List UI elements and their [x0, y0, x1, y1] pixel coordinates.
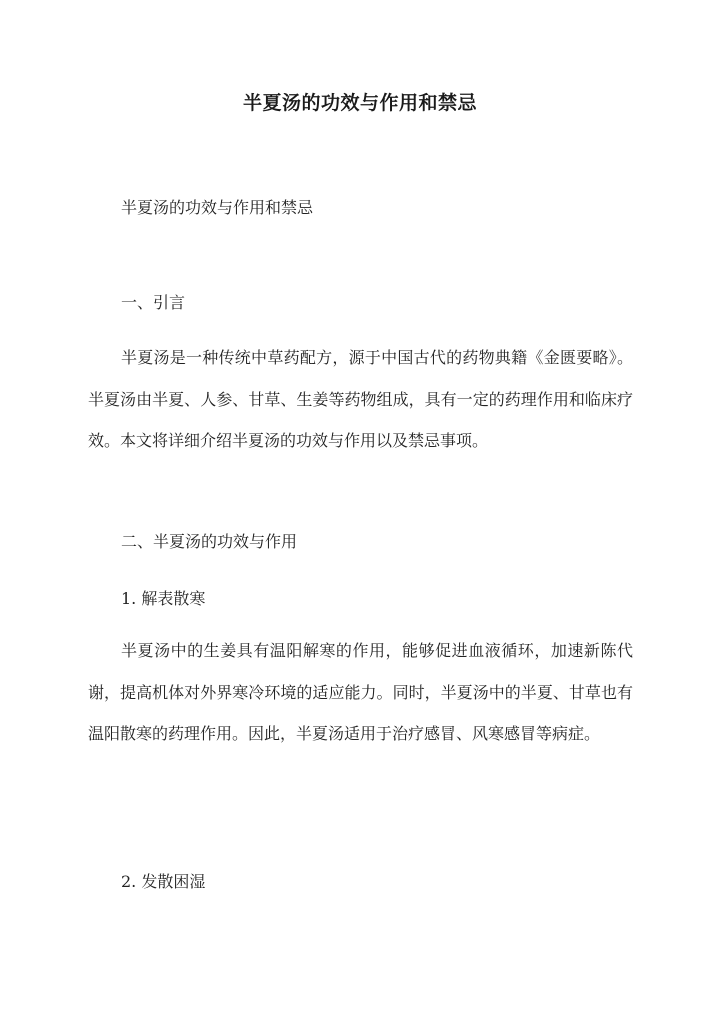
section-heading-introduction: 一、引言 — [121, 293, 186, 312]
subsection-heading-relieve-exterior: 1. 解表散寒 — [121, 589, 206, 608]
subsection-heading-disperse-dampness: 2. 发散困湿 — [121, 872, 206, 891]
document-title: 半夏汤的功效与作用和禁忌 — [242, 92, 477, 114]
document-subtitle: 半夏汤的功效与作用和禁忌 — [121, 198, 314, 217]
section-heading-effects: 二、半夏汤的功效与作用 — [121, 532, 298, 551]
introduction-paragraph: 半夏汤是一种传统中草药配方，源于中国古代的药物典籍《金匮要略》。半夏汤由半夏、人参、甘草、生姜等药物组成，具有一定的药理作用和临床疗效。本文将详细介绍半夏汤的功效与作用以及禁忌事项。 — [88, 348, 633, 450]
relieve-exterior-paragraph: 半夏汤中的生姜具有温阳解寒的作用，能够促进血液循环，加速新陈代谢，提高机体对外界寒冷环境的适应能力。同时，半夏汤中的半夏、甘草也有温阳散寒的药理作用。因此，半夏汤适用于治疗感冒、风寒感冒等病症。 — [88, 641, 633, 743]
